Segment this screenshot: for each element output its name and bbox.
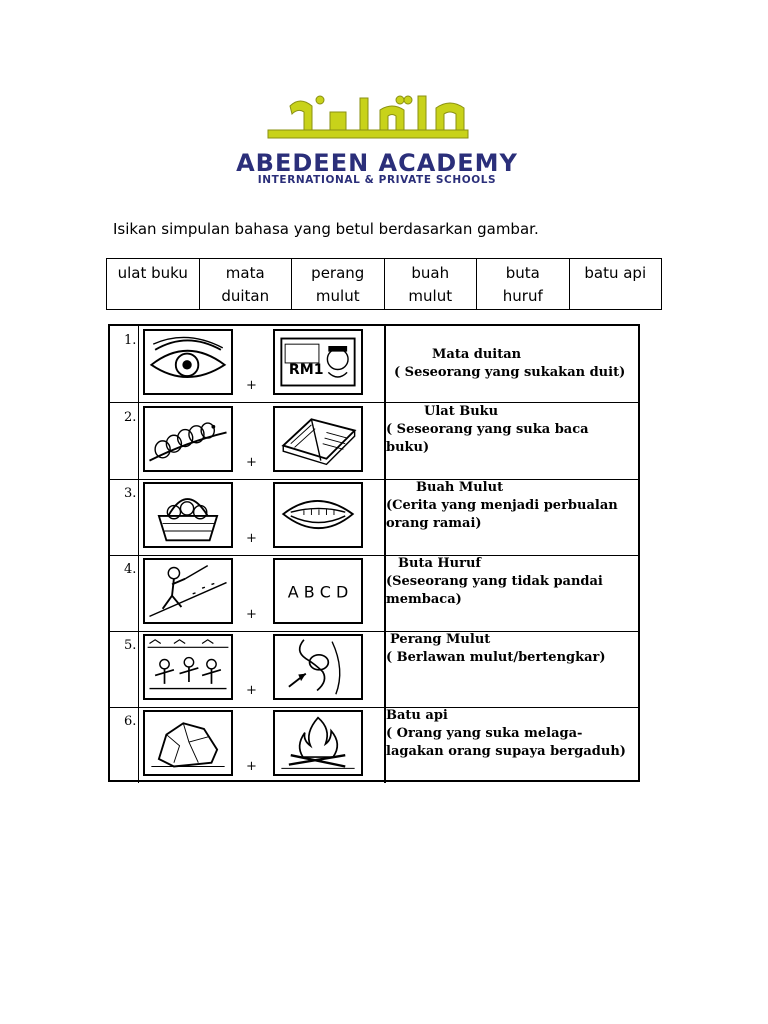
banknote-icon (275, 331, 361, 393)
letters-icon (275, 560, 361, 622)
exercise-row (110, 631, 638, 708)
row-number: 2. (124, 410, 137, 425)
plus-sign: + (246, 531, 257, 546)
banknote-picture (273, 329, 363, 395)
answer-description: ( Orang yang suka melaga-lagakan orang supaya bergaduh) (386, 726, 626, 759)
row-number: 1. (124, 333, 137, 348)
plus-sign: + (246, 683, 257, 698)
plus-sign: + (246, 759, 257, 774)
caterpillar-picture (143, 406, 233, 472)
answer-title: Buah Mulut (416, 480, 504, 495)
school-subtitle: INTERNATIONAL & PRIVATE SCHOOLS (257, 174, 497, 186)
school-name: ABEDEEN ACADEMY (236, 149, 518, 177)
fire-picture (273, 710, 363, 776)
mouth-icon (275, 484, 361, 546)
answer-description: ( Seseorang yang suka baca buku) (386, 422, 589, 455)
plus-sign: + (246, 378, 257, 393)
letters-picture (273, 558, 363, 624)
arabic-script-logo-icon (260, 92, 490, 144)
answer-title: Ulat Buku (424, 404, 499, 419)
answer-title: Batu api (386, 708, 448, 723)
svg-text:RM1: RM1 (288, 362, 324, 379)
war-scene-icon (145, 636, 231, 698)
answer-description: (Seseorang yang tidak pandai membaca) (386, 574, 603, 607)
answer-description: ( Seseorang yang sukakan duit) (394, 365, 626, 380)
exercise-row (110, 555, 638, 632)
exercise-row (110, 326, 638, 403)
option-cell: buta huruf (477, 259, 570, 310)
answer-cell (386, 403, 636, 479)
options-table (106, 258, 662, 310)
answer-cell (386, 707, 636, 783)
option-cell: ulat buku (107, 259, 200, 310)
caterpillar-icon (145, 408, 231, 470)
row-number: 4. (124, 562, 137, 577)
answer-cell (386, 631, 636, 707)
svg-text:A B C D: A B C D (287, 582, 349, 602)
campfire-icon (275, 712, 361, 774)
mouth-picture (273, 482, 363, 548)
instruction-text: Isikan simpulan bahasa yang betul berdasarkan gambar. (113, 220, 539, 238)
rock-picture (143, 710, 233, 776)
plus-sign: + (246, 607, 257, 622)
answer-title: Perang Mulut (390, 632, 491, 647)
option-cell: buah mulut (384, 259, 477, 310)
blind-man-icon (145, 560, 231, 622)
plus-sign: + (246, 455, 257, 470)
option-cell: perang mulut (292, 259, 385, 310)
row-number: 3. (124, 486, 137, 501)
book-picture (273, 406, 363, 472)
war-picture (143, 634, 233, 700)
blind-man-picture (143, 558, 233, 624)
exercise-row (110, 707, 638, 783)
school-logo (200, 92, 550, 192)
exercise-grid (108, 324, 640, 782)
row-number: 5. (124, 638, 137, 653)
open-mouth-picture (273, 634, 363, 700)
exercise-row (110, 403, 638, 480)
fruit-basket-icon (145, 484, 231, 546)
answer-description: (Cerita yang menjadi perbualan orang ramai) (386, 498, 618, 531)
answer-title: Mata duitan (432, 347, 522, 362)
row-number: 6. (124, 714, 137, 729)
rock-icon (145, 712, 231, 774)
option-cell: mata duitan (199, 259, 292, 310)
answer-cell (386, 326, 636, 402)
answer-description: ( Berlawan mulut/bertengkar) (386, 650, 606, 665)
open-book-icon (275, 408, 361, 470)
exercise-row (110, 479, 638, 556)
eye-picture (143, 329, 233, 395)
fruit-basket-picture (143, 482, 233, 548)
eye-icon (145, 331, 231, 393)
open-mouth-icon (275, 636, 361, 698)
option-cell: batu api (569, 259, 662, 310)
answer-title: Buta Huruf (398, 556, 482, 571)
answer-cell (386, 479, 636, 555)
answer-cell (386, 555, 636, 631)
